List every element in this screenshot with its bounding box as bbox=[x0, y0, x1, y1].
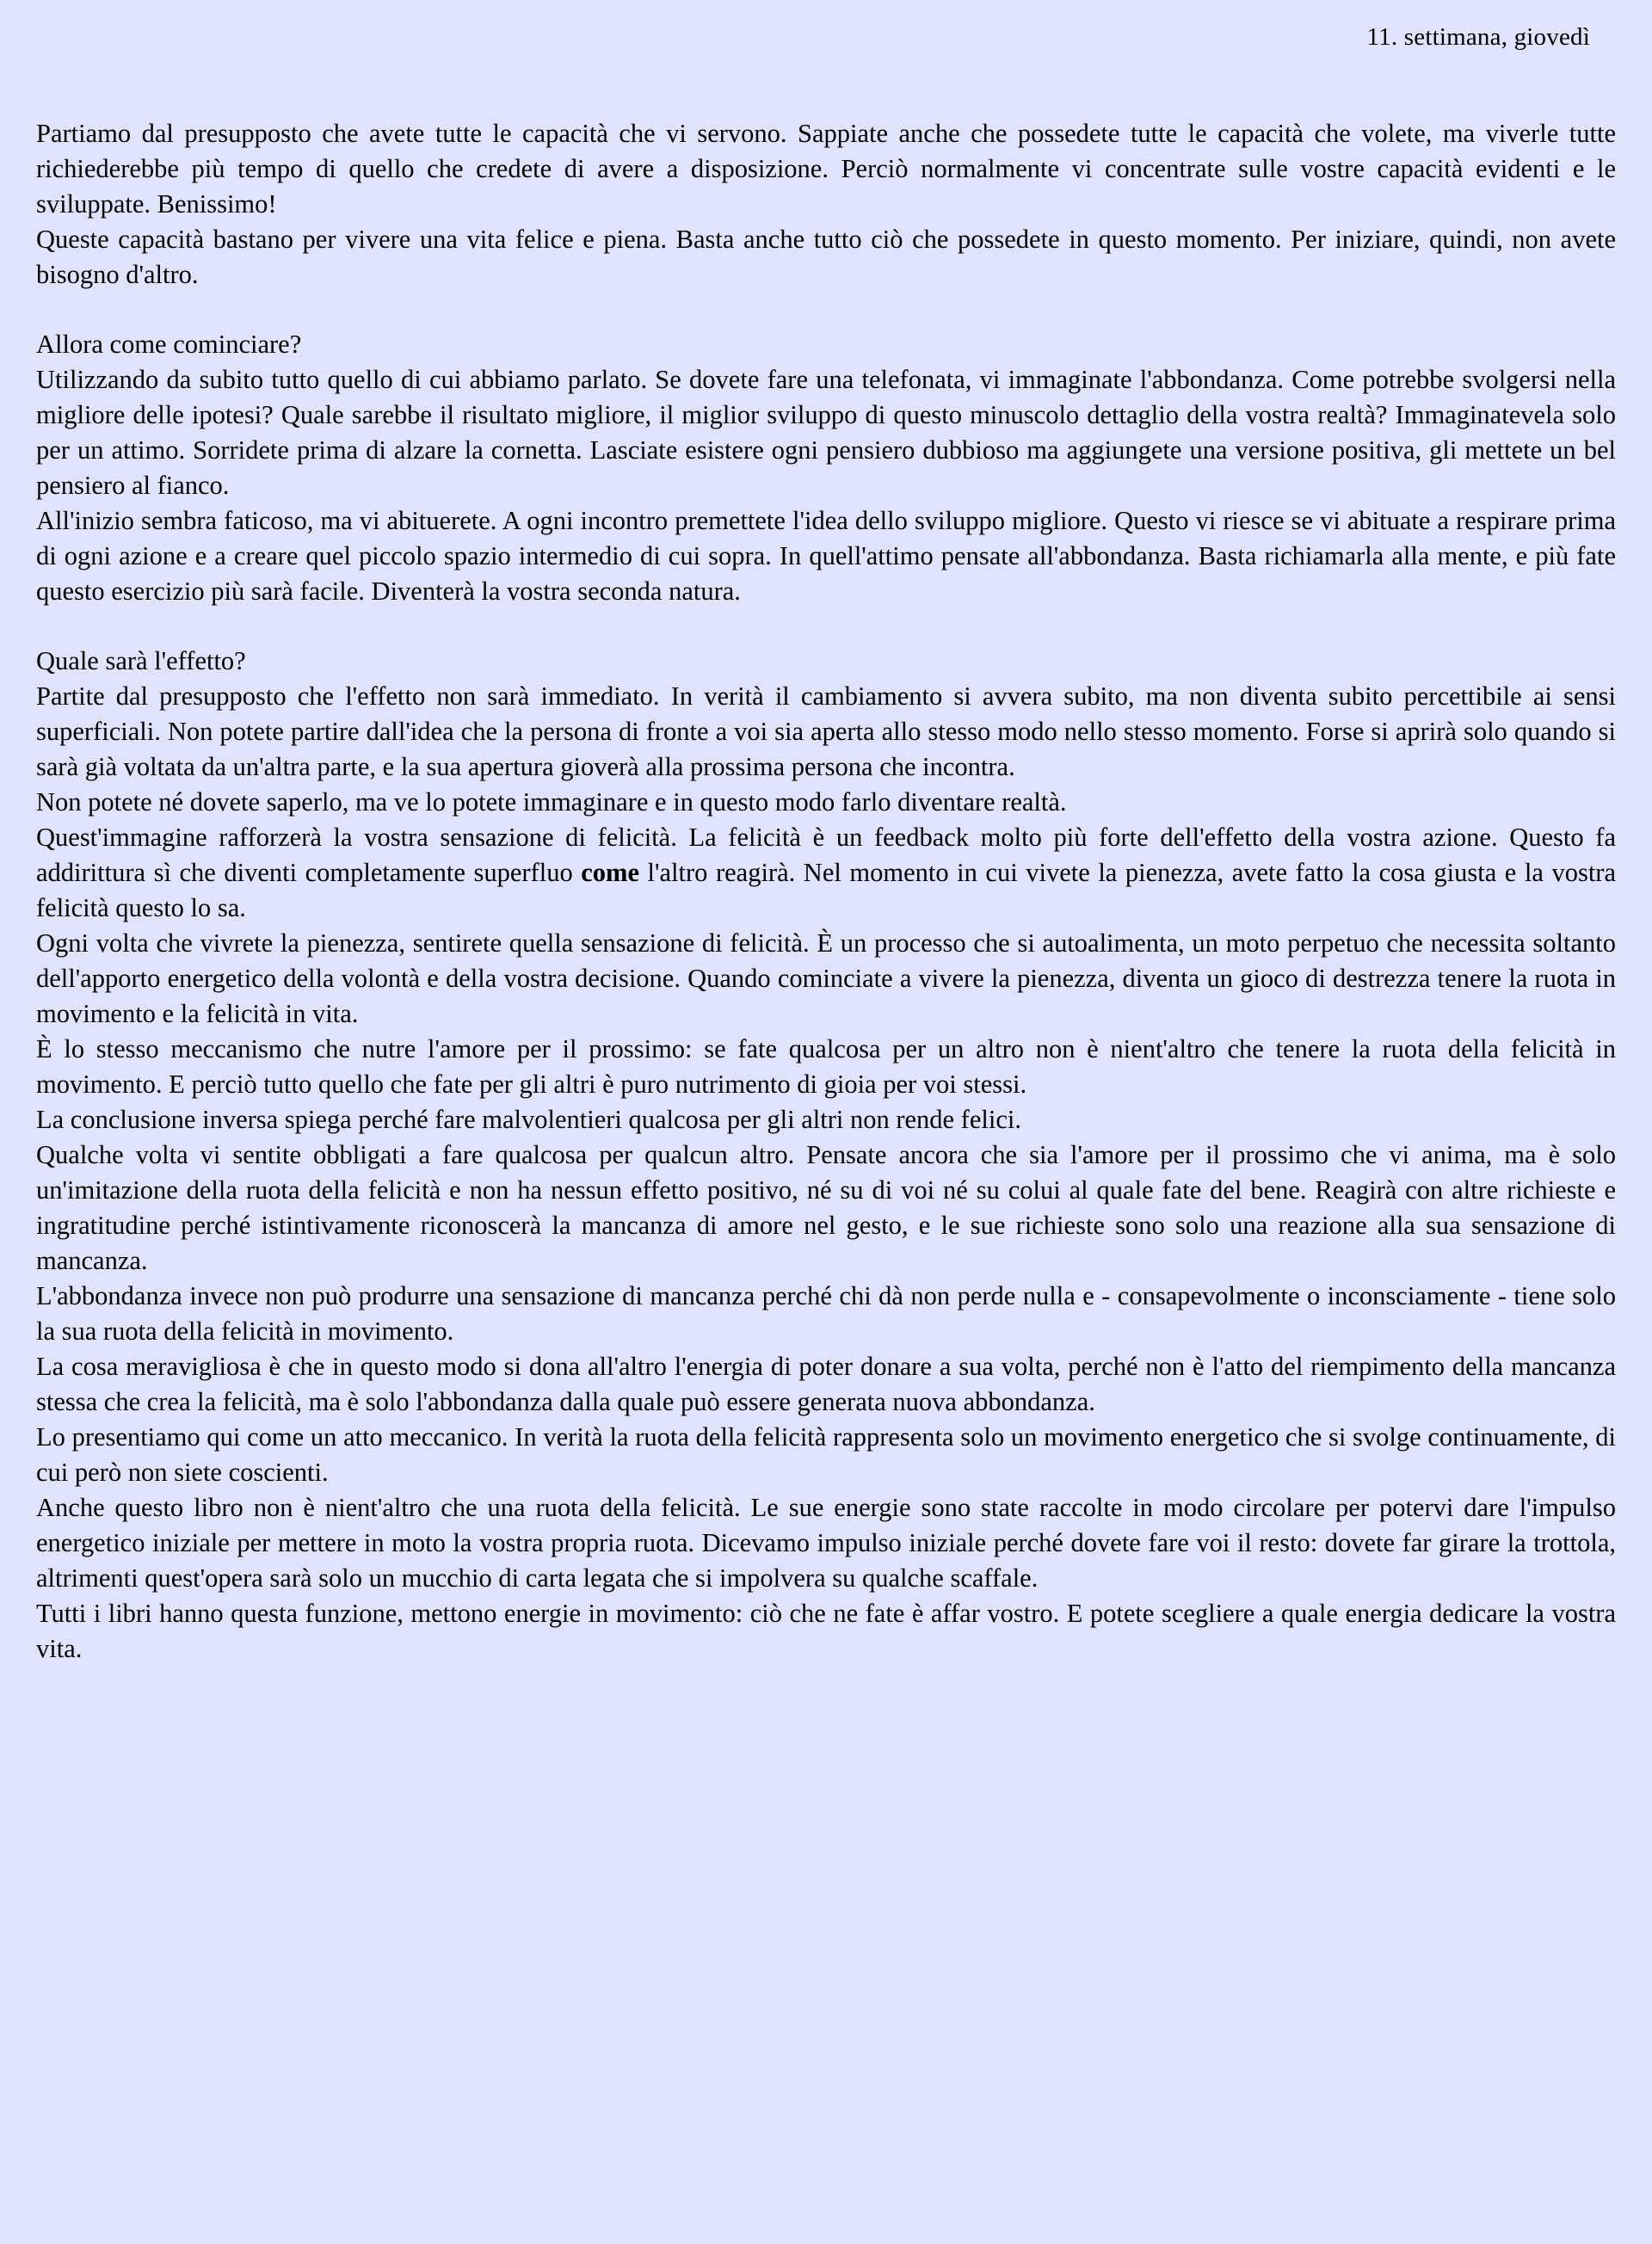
body-text bbox=[36, 116, 1616, 1668]
paragraph: Partite dal presupposto che l'effetto non sarà immediato. In verità il cambiamento si avvera subito, ma non diventa subito percettibile ai sensi superficiali. Non potete partire dall'idea che la persona di fronte a voi sia aperta allo stesso modo nello stesso momento. Forse si aprirà solo quando si sarà già voltata da un'altra parte, e la sua apertura gioverà alla prossima persona che incontra. bbox=[36, 681, 1616, 782]
paragraph-question: Quale sarà l'effetto? bbox=[36, 646, 246, 675]
paragraph: La conclusione inversa spiega perché fare malvolentieri qualcosa per gli altri non rende felici. bbox=[36, 1105, 1021, 1135]
paragraph: La cosa meravigliosa è che in questo modo si dona all'altro l'energia di poter donare a sua volta, perché non è l'atto del riempimento della mancanza stessa che crea la felicità, ma è solo l'abbondanza dalla quale può essere generata nuova abbondanza. bbox=[36, 1352, 1616, 1417]
paragraph: Utilizzando da subito tutto quello di cui abbiamo parlato. Se dovete fare una telefonata, vi immaginate l'abbondanza. Come potrebbe svolgersi nella migliore delle ipotesi? Quale sarebbe il risultato migliore, il miglior sviluppo di questo minuscolo dettaglio della vostra realtà? Immaginatevela solo per un attimo. Sorridete prima di alzare la cornetta. Lasciate esistere ogni pensiero dubbioso ma aggiungete una versione positiva, gli mettete un bel pensiero al fianco. bbox=[36, 364, 1616, 500]
paragraph: Ogni volta che vivrete la pienezza, sentirete quella sensazione di felicità. È un processo che si autoalimenta, un moto perpetuo che necessita soltanto dell'apporto energetico della volontà e della vostra decisione. Quando cominciate a vivere la pienezza, diventa un gioco di destrezza tenere la ruota in movimento e la felicità in vita. bbox=[36, 928, 1616, 1029]
paragraph: All'inizio sembra faticoso, ma vi abituerete. A ogni incontro premettete l'idea dello sviluppo migliore. Questo vi riesce se vi abituate a respirare prima di ogni azione e a creare quel piccolo spazio intermedio di cui sopra. In quell'attimo pensate all'abbondanza. Basta richiamarla alla mente, e più fate questo esercizio più sarà facile. Diventerà la vostra seconda natura. bbox=[36, 505, 1616, 606]
paragraph: Tutti i libri hanno questa funzione, mettono energie in movimento: ciò che ne fate è affar vostro. E potete scegliere a quale energia dedicare la vostra vita. bbox=[36, 1599, 1616, 1664]
paragraph: Anche questo libro non è nient'altro che una ruota della felicità. Le sue energie sono state raccolte in modo circolare per potervi dare l'impulso energetico iniziale per mettere in moto la vostra propria ruota. Dicevamo impulso iniziale perché dovete fare voi il resto: dovete far girare la trottola, altrimenti quest'opera sarà solo un mucchio di carta legata che si impolvera su qualche scaffale. bbox=[36, 1493, 1616, 1594]
running-head: 11. settimana, giovedì bbox=[1366, 23, 1590, 51]
paragraph: Qualche volta vi sentite obbligati a fare qualcosa per qualcun altro. Pensate ancora che sia l'amore per il prossimo che vi anima, ma è solo un'imitazione della ruota della felicità e non ha nessun effetto positivo, né su di voi né su colui al quale fate del bene. Reagirà con altre richieste e ingratitudine perché istintivamente riconoscerà la mancanza di amore nel gesto, e le sue richieste sono solo una reazione alla sua sensazione di mancanza. bbox=[36, 1140, 1616, 1276]
paragraph-question: Allora come cominciare? bbox=[36, 329, 302, 359]
paragraph: L'abbondanza invece non può produrre una sensazione di mancanza perché chi dà non perde nulla e - consapevolmente o inconsciamente - tiene solo la sua ruota della felicità in movimento. bbox=[36, 1281, 1616, 1347]
paragraph: È lo stesso meccanismo che nutre l'amore per il prossimo: se fate qualcosa per un altro non è nient'altro che tenere la ruota della felicità in movimento. E perciò tutto quello che fate per gli altri è puro nutrimento di gioia per voi stessi. bbox=[36, 1034, 1616, 1100]
paragraph: Queste capacità bastano per vivere una vita felice e piena. Basta anche tutto ciò che possedete in questo momento. Per iniziare, quindi, non avete bisogno d'altro. bbox=[36, 224, 1616, 289]
paragraph: Lo presentiamo qui come un atto meccanico. In verità la ruota della felicità rappresenta solo un movimento energetico che si svolge continuamente, di cui però non siete coscienti. bbox=[36, 1422, 1616, 1488]
paragraph: Partiamo dal presupposto che avete tutte le capacità che vi servono. Sappiate anche che possedete tutte le capacità che volete, ma viverle tutte richiederebbe più tempo di quello che credete di avere a disposizione. Perciò normalmente vi concentrate sulle vostre capacità evidenti e le sviluppate. Benissimo! bbox=[36, 118, 1616, 219]
paragraph-emphasis: Quest'immagine rafforzerà la vostra sensazione di felicità. La felicità è un feedback molto più forte dell'effetto della vostra azione. Questo fa addirittura sì che diventi completamente superfluo come l'altro reagirà. Nel momento in cui vivete la pienezza, avete fatto la cosa giusta e la vostra felicità questo lo sa. bbox=[36, 823, 1616, 923]
paragraph: Non potete né dovete saperlo, ma ve lo potete immaginare e in questo modo farlo diventare realtà. bbox=[36, 787, 1067, 817]
